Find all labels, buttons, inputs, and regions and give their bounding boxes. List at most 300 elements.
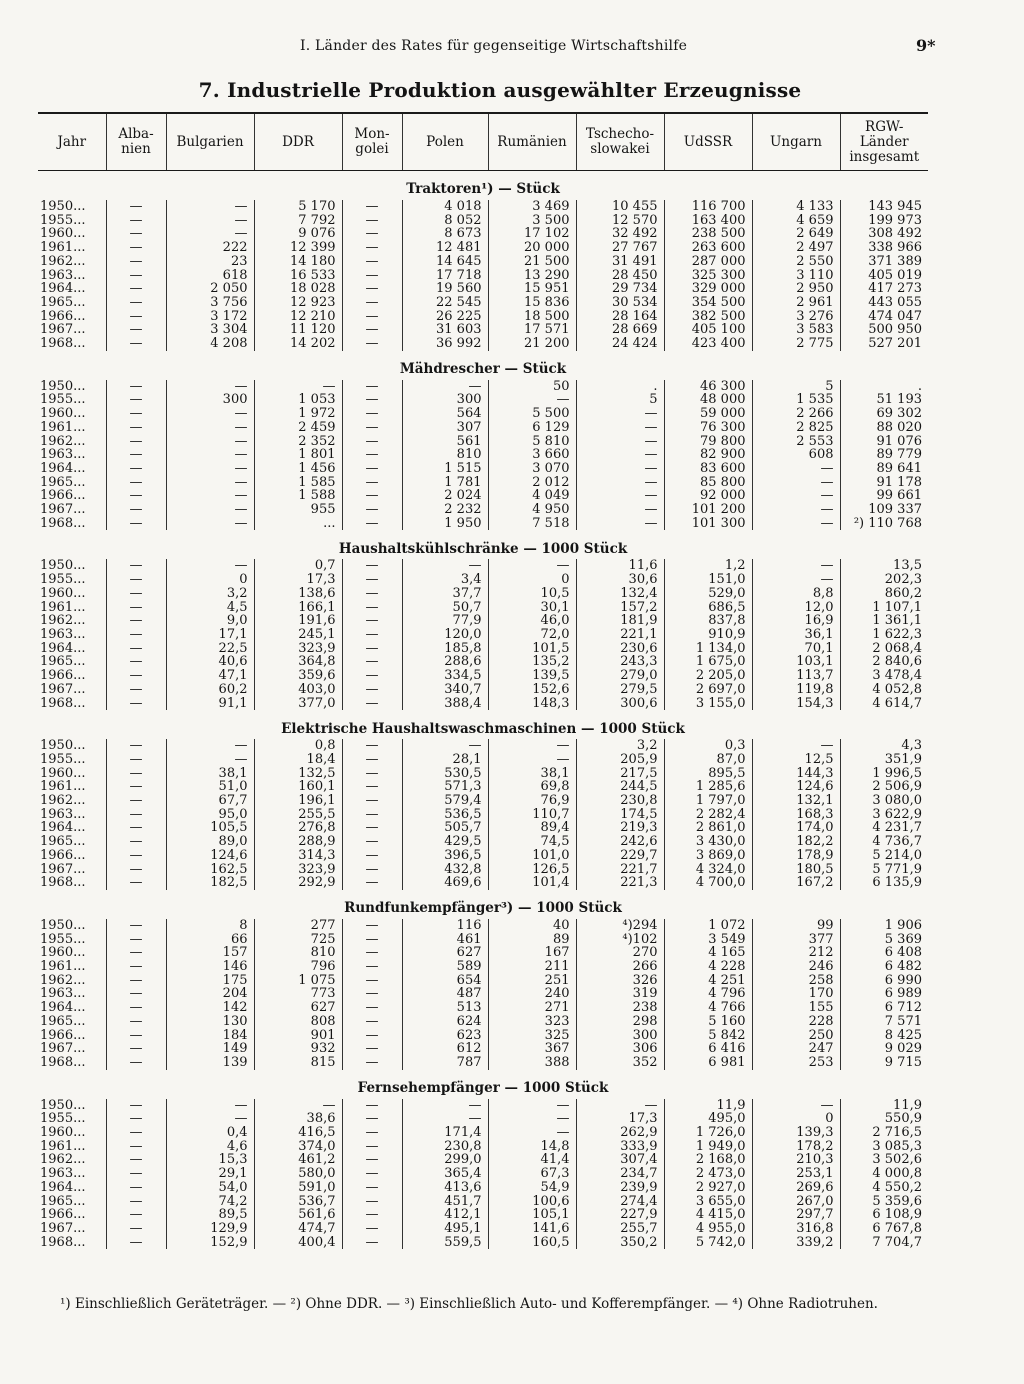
value-cell: 148,3 — [488, 697, 576, 711]
section-title: Mähdrescher — Stück — [399, 361, 567, 378]
value-cell: 166,1 — [254, 601, 342, 615]
running-head: I. Länder des Rates für gegenseitige Wirtschaftshilfe — [300, 38, 688, 54]
value-cell: 124,6 — [166, 849, 254, 863]
year-cell: 1962... — [40, 793, 86, 809]
value-cell: 591,0 — [254, 1181, 342, 1195]
year-cell: 1966... — [40, 1207, 86, 1223]
value-cell: 251 — [488, 974, 576, 988]
value-cell: ²) 110 768 — [840, 517, 928, 531]
value-cell: — — [166, 407, 254, 421]
value-cell: 51,0 — [166, 780, 254, 794]
value-cell: 246 — [752, 960, 840, 974]
value-cell: — — [752, 503, 840, 517]
value-cell: — — [342, 849, 402, 863]
value-cell: — — [342, 876, 402, 890]
value-cell: — — [106, 573, 166, 587]
footnotes: ¹) Einschließlich Geräteträger. — ²) Ohne DDR. — ³) Einschließlich Auto- und Kofferempfänger. — ⁴) Ohne Radiotruhen. — [60, 1296, 878, 1312]
column-header — [166, 113, 254, 171]
table-row — [38, 323, 928, 337]
value-cell: 157 — [166, 946, 254, 960]
value-cell: 13 290 — [488, 269, 576, 283]
value-cell: — — [106, 241, 166, 255]
value-cell: 580,0 — [254, 1167, 342, 1181]
value-cell: 624 — [402, 1015, 488, 1029]
year-cell: 1960... — [40, 585, 86, 601]
value-cell: 571,3 — [402, 780, 488, 794]
value-cell: — — [106, 1181, 166, 1195]
table-row — [38, 849, 928, 863]
section-heading-row — [38, 530, 928, 559]
value-cell: 8 425 — [840, 1029, 928, 1043]
value-cell: 365,4 — [402, 1167, 488, 1181]
value-cell: 22,5 — [166, 642, 254, 656]
value-cell: 451,7 — [402, 1195, 488, 1209]
table-row — [38, 227, 928, 241]
table-row — [38, 1126, 928, 1140]
value-cell: 808 — [254, 1015, 342, 1029]
value-cell: — — [752, 1099, 840, 1113]
value-cell: 210,3 — [752, 1153, 840, 1167]
header-row — [38, 113, 928, 171]
value-cell: — — [342, 628, 402, 642]
value-cell: 17 718 — [402, 269, 488, 283]
column-header-line: RGW- — [865, 118, 904, 135]
value-cell: 15 836 — [488, 296, 576, 310]
value-cell: — — [166, 1112, 254, 1126]
value-cell: — — [106, 1042, 166, 1056]
value-cell: 618 — [166, 269, 254, 283]
value-cell: — — [342, 1195, 402, 1209]
value-cell: 461,2 — [254, 1153, 342, 1167]
value-cell: 239,9 — [576, 1181, 664, 1195]
table-row — [38, 1181, 928, 1195]
value-cell: — — [342, 296, 402, 310]
value-cell: 74,5 — [488, 835, 576, 849]
column-header — [664, 113, 752, 171]
table-row — [38, 794, 928, 808]
value-cell: 416,5 — [254, 1126, 342, 1140]
table-row — [38, 1099, 928, 1113]
value-cell: — — [106, 200, 166, 214]
value-cell: — — [342, 780, 402, 794]
value-cell: 5 — [752, 380, 840, 394]
year-cell: 1965... — [40, 654, 86, 670]
value-cell: 1 801 — [254, 448, 342, 462]
value-cell: 105,1 — [488, 1208, 576, 1222]
value-cell: 51 193 — [840, 393, 928, 407]
value-cell: — — [488, 1112, 576, 1126]
table-row — [38, 241, 928, 255]
value-cell: 2 050 — [166, 282, 254, 296]
value-cell: 46,0 — [488, 614, 576, 628]
value-cell: 10,5 — [488, 587, 576, 601]
value-cell: — — [342, 448, 402, 462]
table-row — [38, 296, 928, 310]
value-cell: — — [342, 767, 402, 781]
value-cell: 132,4 — [576, 587, 664, 601]
value-cell: 487 — [402, 987, 488, 1001]
value-cell: — — [342, 683, 402, 697]
value-cell: — — [342, 241, 402, 255]
column-header-line: Mon- — [354, 126, 390, 142]
value-cell: 37,7 — [402, 587, 488, 601]
value-cell: — — [342, 1001, 402, 1015]
value-cell: — — [488, 1099, 576, 1113]
value-cell: 3 469 — [488, 200, 576, 214]
value-cell: 76 300 — [664, 421, 752, 435]
column-header-line: golei — [355, 141, 389, 157]
value-cell: 4 796 — [664, 987, 752, 1001]
year-cell: 1950... — [40, 917, 86, 933]
value-cell: — — [342, 739, 402, 753]
year-cell: 1950... — [40, 558, 86, 574]
value-cell: 17 102 — [488, 227, 576, 241]
value-cell: 2 861,0 — [664, 821, 752, 835]
value-cell: — — [342, 393, 402, 407]
value-cell: 4 950 — [488, 503, 576, 517]
value-cell: 5 500 — [488, 407, 576, 421]
value-cell: — — [752, 462, 840, 476]
value-cell: — — [576, 421, 664, 435]
year-cell: 1963... — [40, 986, 86, 1002]
table-title: 7. Industrielle Produktion ausgewählter Erzeugnisse — [198, 78, 802, 102]
value-cell: — — [106, 946, 166, 960]
value-cell: — — [342, 946, 402, 960]
value-cell: 901 — [254, 1029, 342, 1043]
value-cell: 99 — [752, 919, 840, 933]
value-cell: — — [106, 559, 166, 573]
value-cell: 205,9 — [576, 753, 664, 767]
table-row — [38, 835, 928, 849]
value-cell: 274,4 — [576, 1195, 664, 1209]
table-row — [38, 310, 928, 324]
value-cell: 89,5 — [166, 1208, 254, 1222]
value-cell: 1 726,0 — [664, 1126, 752, 1140]
value-cell: 238 — [576, 1001, 664, 1015]
value-cell: 212 — [752, 946, 840, 960]
value-cell: — — [106, 337, 166, 351]
value-cell: 1 361,1 — [840, 614, 928, 628]
value-cell: — — [106, 448, 166, 462]
section-heading-row — [38, 890, 928, 919]
value-cell: 85 800 — [664, 476, 752, 490]
value-cell: 7 518 — [488, 517, 576, 531]
value-cell: 627 — [402, 946, 488, 960]
value-cell: 3 500 — [488, 214, 576, 228]
value-cell: 182,2 — [752, 835, 840, 849]
value-cell: 3 155,0 — [664, 697, 752, 711]
value-cell: 119,8 — [752, 683, 840, 697]
value-cell: — — [752, 476, 840, 490]
value-cell: 351,9 — [840, 753, 928, 767]
value-cell: 135,2 — [488, 655, 576, 669]
value-cell: 11 120 — [254, 323, 342, 337]
year-cell: 1950... — [40, 378, 86, 394]
value-cell: — — [402, 739, 488, 753]
value-cell: 400,4 — [254, 1236, 342, 1250]
value-cell: 138,6 — [254, 587, 342, 601]
value-cell: 7 571 — [840, 1015, 928, 1029]
value-cell: — — [342, 1181, 402, 1195]
table-row — [38, 1195, 928, 1209]
value-cell: 31 491 — [576, 255, 664, 269]
value-cell: 2 168,0 — [664, 1153, 752, 1167]
table-row — [38, 421, 928, 435]
value-cell: 14,8 — [488, 1140, 576, 1154]
value-cell: 6 108,9 — [840, 1208, 928, 1222]
value-cell: — — [342, 655, 402, 669]
value-cell: 230,8 — [576, 794, 664, 808]
value-cell: 4 736,7 — [840, 835, 928, 849]
value-cell: — — [106, 739, 166, 753]
value-cell: 149 — [166, 1042, 254, 1056]
value-cell: 89,0 — [166, 835, 254, 849]
value-cell: — — [402, 1112, 488, 1126]
value-cell: — — [342, 614, 402, 628]
table-row — [38, 780, 928, 794]
value-cell: 28 669 — [576, 323, 664, 337]
value-cell: 403,0 — [254, 683, 342, 697]
value-cell: — — [106, 794, 166, 808]
table-row — [38, 1140, 928, 1154]
table-row — [38, 1042, 928, 1056]
value-cell: 12 399 — [254, 241, 342, 255]
year-cell: 1968... — [40, 1054, 86, 1070]
value-cell: 7 792 — [254, 214, 342, 228]
table-row — [38, 683, 928, 697]
value-cell: 26 225 — [402, 310, 488, 324]
value-cell: — — [342, 517, 402, 531]
value-cell: 1 515 — [402, 462, 488, 476]
table-row — [38, 767, 928, 781]
value-cell: 589 — [402, 960, 488, 974]
value-cell: — — [106, 1015, 166, 1029]
value-cell: 116 700 — [664, 200, 752, 214]
column-header — [488, 113, 576, 171]
value-cell: 4 165 — [664, 946, 752, 960]
value-cell: — — [106, 655, 166, 669]
value-cell: 132,1 — [752, 794, 840, 808]
value-cell: 266 — [576, 960, 664, 974]
year-cell: 1955... — [40, 1111, 86, 1127]
value-cell: 288,6 — [402, 655, 488, 669]
value-cell: — — [106, 503, 166, 517]
value-cell: — — [106, 1222, 166, 1236]
table-row — [38, 1056, 928, 1070]
value-cell: 810 — [254, 946, 342, 960]
value-cell: 338 966 — [840, 241, 928, 255]
year-cell: 1963... — [40, 267, 86, 283]
table-row — [38, 503, 928, 517]
value-cell: 5 170 — [254, 200, 342, 214]
value-cell: 199 973 — [840, 214, 928, 228]
value-cell: — — [106, 614, 166, 628]
value-cell: 288,9 — [254, 835, 342, 849]
value-cell: 184 — [166, 1029, 254, 1043]
value-cell: — — [342, 1056, 402, 1070]
value-cell: 579,4 — [402, 794, 488, 808]
value-cell: 103,1 — [752, 655, 840, 669]
value-cell: 175 — [166, 974, 254, 988]
value-cell: 352 — [576, 1056, 664, 1070]
year-cell: 1955... — [40, 392, 86, 408]
value-cell: — — [342, 587, 402, 601]
value-cell: 505,7 — [402, 821, 488, 835]
column-header-line: Polen — [426, 133, 464, 150]
value-cell: 323,9 — [254, 863, 342, 877]
column-header — [840, 113, 928, 171]
value-cell: 221,7 — [576, 863, 664, 877]
value-cell: 3 622,9 — [840, 808, 928, 822]
value-cell: 95,0 — [166, 808, 254, 822]
value-cell: 2 266 — [752, 407, 840, 421]
value-cell: — — [342, 573, 402, 587]
value-cell: — — [342, 821, 402, 835]
table-row — [38, 282, 928, 296]
value-cell: 67,3 — [488, 1167, 576, 1181]
value-cell: — — [106, 1140, 166, 1154]
value-cell: — — [342, 1222, 402, 1236]
table-row — [38, 1001, 928, 1015]
value-cell: 530,5 — [402, 767, 488, 781]
value-cell: — — [106, 296, 166, 310]
value-cell: — — [402, 559, 488, 573]
value-cell: 247 — [752, 1042, 840, 1056]
value-cell: 529,0 — [664, 587, 752, 601]
value-cell: 461 — [402, 933, 488, 947]
table-row — [38, 614, 928, 628]
value-cell: 4 700,0 — [664, 876, 752, 890]
value-cell: 377 — [752, 933, 840, 947]
value-cell: 334,5 — [402, 669, 488, 683]
value-cell: 432,8 — [402, 863, 488, 877]
value-cell: 152,9 — [166, 1236, 254, 1250]
value-cell: 54,0 — [166, 1181, 254, 1195]
value-cell: 1 134,0 — [664, 642, 752, 656]
value-cell: 895,5 — [664, 767, 752, 781]
value-cell: 3 276 — [752, 310, 840, 324]
value-cell: — — [342, 380, 402, 394]
value-cell: 4 049 — [488, 489, 576, 503]
value-cell: 910,9 — [664, 628, 752, 642]
value-cell: 46 300 — [664, 380, 752, 394]
value-cell: 244,5 — [576, 780, 664, 794]
column-header — [752, 113, 840, 171]
value-cell: 219,3 — [576, 821, 664, 835]
value-cell: 18 500 — [488, 310, 576, 324]
table-row — [38, 559, 928, 573]
value-cell: 157,2 — [576, 601, 664, 615]
value-cell: 559,5 — [402, 1236, 488, 1250]
table-row — [38, 628, 928, 642]
table-row — [38, 1236, 928, 1250]
value-cell: 12 481 — [402, 241, 488, 255]
value-cell: 12,0 — [752, 601, 840, 615]
value-cell: 2 825 — [752, 421, 840, 435]
year-cell: 1966... — [40, 668, 86, 684]
value-cell: 513 — [402, 1001, 488, 1015]
year-cell: 1955... — [40, 751, 86, 767]
value-cell: 3 869,0 — [664, 849, 752, 863]
value-cell: 326 — [576, 974, 664, 988]
value-cell: 277 — [254, 919, 342, 933]
value-cell: 773 — [254, 987, 342, 1001]
value-cell: — — [166, 1099, 254, 1113]
value-cell: 1 797,0 — [664, 794, 752, 808]
value-cell: 429,5 — [402, 835, 488, 849]
value-cell: 109 337 — [840, 503, 928, 517]
value-cell: 323 — [488, 1015, 576, 1029]
value-cell: — — [342, 310, 402, 324]
value-cell: 88 020 — [840, 421, 928, 435]
column-header — [254, 113, 342, 171]
value-cell: — — [576, 407, 664, 421]
value-cell: 2 068,4 — [840, 642, 928, 656]
value-cell: — — [342, 794, 402, 808]
value-cell: 4 415,0 — [664, 1208, 752, 1222]
value-cell: 76,9 — [488, 794, 576, 808]
value-cell: — — [166, 421, 254, 435]
value-cell: — — [402, 1099, 488, 1113]
value-cell: 163 400 — [664, 214, 752, 228]
value-cell: 89,4 — [488, 821, 576, 835]
value-cell: 1 285,6 — [664, 780, 752, 794]
value-cell: — — [106, 323, 166, 337]
table-row — [38, 919, 928, 933]
section-title: Elektrische Haushaltswaschmaschinen — 1000 Stück — [281, 720, 685, 737]
year-cell: 1962... — [40, 613, 86, 629]
value-cell: 4 133 — [752, 200, 840, 214]
value-cell: 1 075 — [254, 974, 342, 988]
table-row — [38, 489, 928, 503]
table-row — [38, 669, 928, 683]
year-cell: 1967... — [40, 1041, 86, 1057]
value-cell: — — [106, 1236, 166, 1250]
value-cell: 654 — [402, 974, 488, 988]
value-cell: 77,9 — [402, 614, 488, 628]
value-cell: — — [106, 1153, 166, 1167]
value-cell: — — [106, 601, 166, 615]
value-cell: 99 661 — [840, 489, 928, 503]
value-cell: . — [576, 380, 664, 394]
year-cell: 1961... — [40, 240, 86, 256]
value-cell: 536,5 — [402, 808, 488, 822]
value-cell: — — [488, 559, 576, 573]
column-header-line: Rumänien — [497, 133, 567, 150]
year-cell: 1963... — [40, 1166, 86, 1182]
value-cell: — — [342, 200, 402, 214]
section-heading-row — [38, 1070, 928, 1099]
value-cell: — — [342, 960, 402, 974]
year-cell: 1960... — [40, 945, 86, 961]
year-cell: 1966... — [40, 488, 86, 504]
value-cell: 4 000,8 — [840, 1167, 928, 1181]
year-cell: 1967... — [40, 861, 86, 877]
value-cell: — — [342, 1236, 402, 1250]
value-cell: 325 — [488, 1029, 576, 1043]
value-cell: 0 — [488, 573, 576, 587]
value-cell: . — [840, 380, 928, 394]
value-cell: 3 660 — [488, 448, 576, 462]
value-cell: 263 600 — [664, 241, 752, 255]
value-cell: 1,2 — [664, 559, 752, 573]
table-row — [38, 255, 928, 269]
column-header-line: Bulgarien — [176, 133, 244, 150]
value-cell: 3 304 — [166, 323, 254, 337]
table-row — [38, 269, 928, 283]
value-cell: 1 950 — [402, 517, 488, 531]
value-cell: 627 — [254, 1001, 342, 1015]
